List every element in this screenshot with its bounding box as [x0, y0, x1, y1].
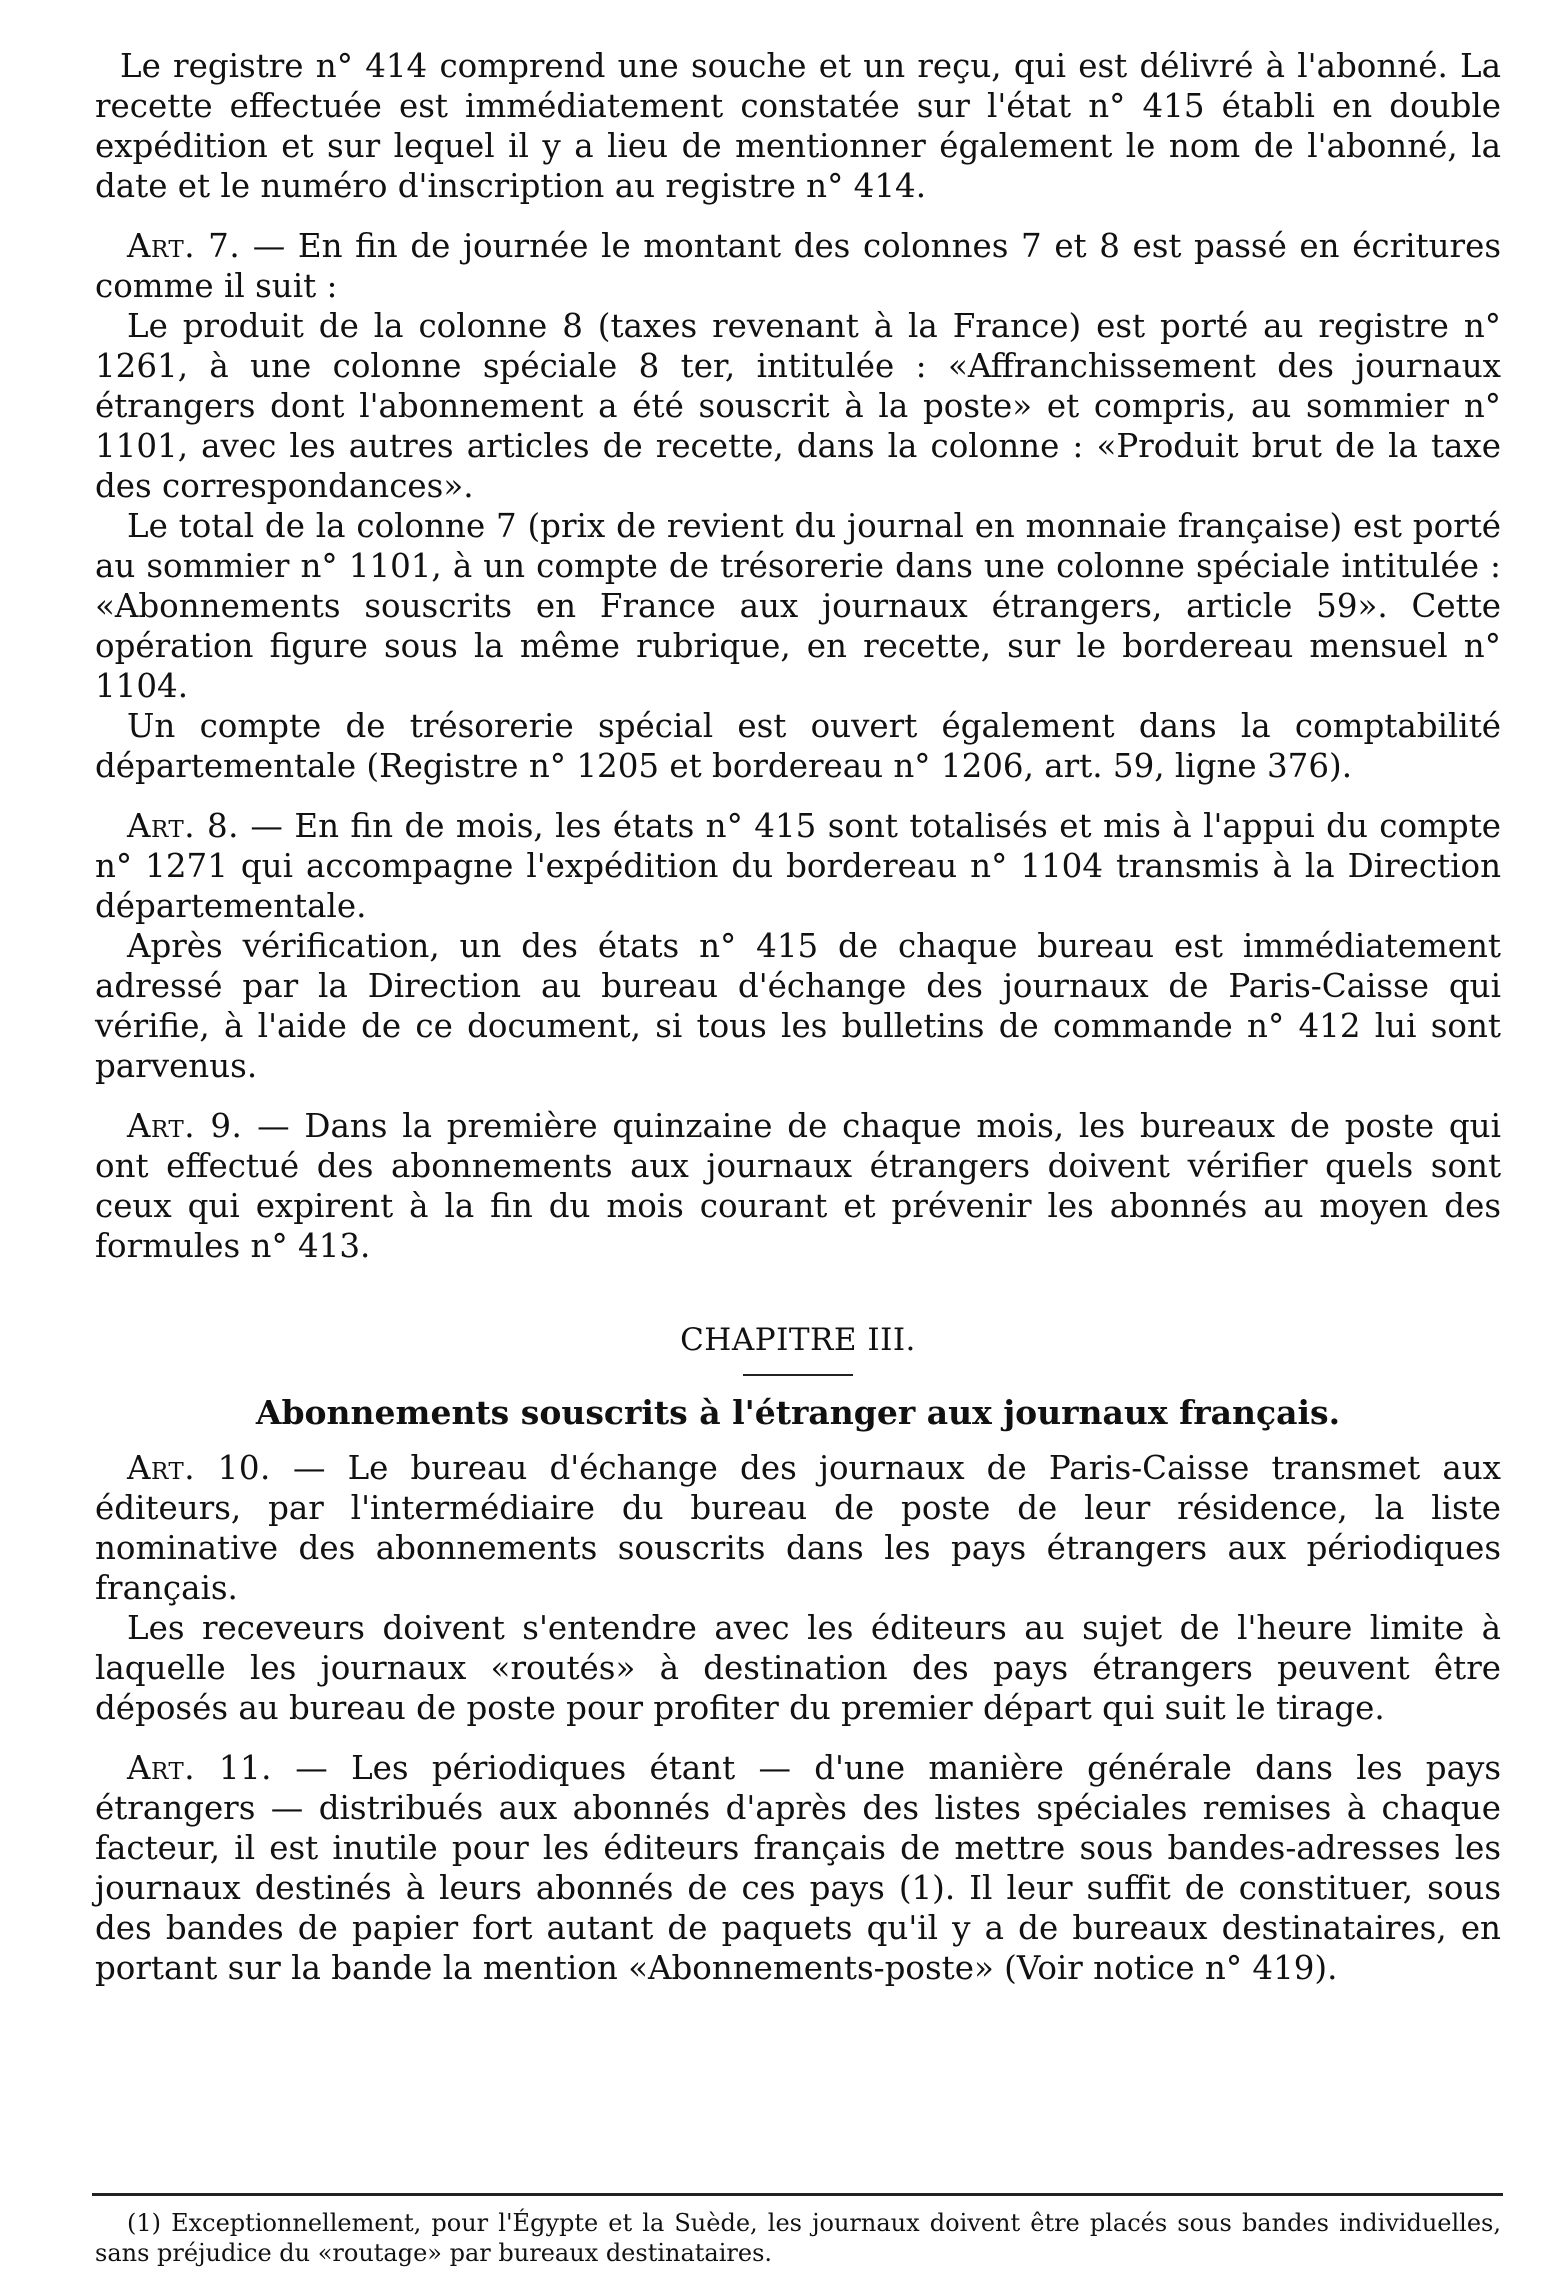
article-10-label: Art. 10. [127, 1449, 271, 1487]
article-9-label: Art. 9. [127, 1107, 243, 1145]
article-10-text: — Le bureau d'échange des journaux de Paris-Caisse transmet aux éditeurs, par l'intermédiaire du bureau de poste de leur résidence, la liste nominative des abonnements souscrits dans les pays étrangers aux périodiques français. [95, 1449, 1501, 1607]
article-8-text: — En fin de mois, les états n° 415 sont totalisés et mis à l'appui du compte n° 1271 qui accompagne l'expédition du bordereau n° 1104 transmis à la Direction départementale. [95, 807, 1501, 925]
paragraph-verification: Après vérification, un des états n° 415 de chaque bureau est immédiatement adressé par la Direction au bureau d'échange des journaux de Paris-Caisse qui vérifie, à l'aide de ce document, si tous les bulletins de commande n° 412 lui sont parvenus. [95, 927, 1501, 1085]
article-7 [95, 226, 1501, 306]
paragraph-colonne-7: Le total de la colonne 7 (prix de revient du journal en monnaie française) est porté au sommier n° 1101, à un compte de trésorerie dans une colonne spéciale intitulée : «Abonnements souscrits en France aux journaux étrangers, article 59». Cette opération figure sous la même rubrique, en recette, sur le bordereau mensuel n° 1104. [95, 507, 1501, 705]
paragraph-compte-tresorerie: Un compte de trésorerie spécial est ouvert également dans la comptabilité départementale (Registre n° 1205 et bordereau n° 1206, art. 59, ligne 376). [95, 707, 1501, 785]
article-8-label: Art. 8. [127, 807, 239, 845]
section-title: Abonnements souscrits à l'étranger aux journaux français. [255, 1393, 1341, 1432]
article-7-label: Art. 7. [127, 227, 241, 265]
footnote-divider [92, 2193, 1503, 2196]
article-11 [95, 1748, 1501, 1988]
paragraph-colonne-8: Le produit de la colonne 8 (taxes revenant à la France) est porté au registre n° 1261, à une colonne spéciale 8 ter, intitulée : «Affranchissement des journaux étrangers dont l'abonnement a été souscrit à la poste» et compris, au sommier n° 1101, avec les autres articles de recette, dans la colonne : «Produit brut de la taxe des correspondances». [95, 307, 1501, 505]
paragraph-registre-414: Le registre n° 414 comprend une souche et un reçu, qui est délivré à l'abonné. La recette effectuée est immédiatement constatée sur l'état n° 415 établi en double expédition et sur lequel il y a lieu de mentionner également le nom de l'abonné, la date et le numéro d'inscription au registre n° 414. [95, 47, 1501, 205]
paragraph-receveurs: Les receveurs doivent s'entendre avec les éditeurs au sujet de l'heure limite à laquelle les journaux «routés» à destination des pays étrangers peuvent être déposés au bureau de poste pour profiter du premier départ qui suit le tirage. [95, 1609, 1501, 1727]
article-11-label: Art. 11. [127, 1749, 273, 1787]
article-9 [95, 1106, 1501, 1266]
article-8 [95, 806, 1501, 926]
article-9-text: — Dans la première quinzaine de chaque mois, les bureaux de poste qui ont effectué des abonnements aux journaux étrangers doivent vérifier quels sont ceux qui expirent à la fin du mois courant et prévenir les abonnés au moyen des formules n° 413. [95, 1107, 1501, 1265]
footnote: (1) Exceptionnellement, pour l'Égypte et la Suède, les journaux doivent être placés sous bandes individuelles, sans préjudice du «routage» par bureaux destinataires. [95, 2209, 1501, 2267]
article-10 [95, 1448, 1501, 1608]
article-11-text: — Les périodiques étant — d'une manière générale dans les pays étrangers — distribués aux abonnés d'après des listes spéciales remises à chaque facteur, il est inutile pour les éditeurs français de mettre sous bandes-adresses les journaux destinés à leurs abonnés de ces pays (1). Il leur suffit de constituer, sous des bandes de papier fort autant de paquets qu'il y a de bureaux destinataires, en portant sur la bande la mention «Abonnements-poste» (Voir notice n° 419). [95, 1749, 1502, 1987]
chapter-heading: CHAPITRE III. [680, 1322, 916, 1358]
article-7-text: — En fin de journée le montant des colonnes 7 et 8 est passé en écritures comme il suit : [95, 227, 1501, 305]
chapter-divider [743, 1374, 853, 1376]
